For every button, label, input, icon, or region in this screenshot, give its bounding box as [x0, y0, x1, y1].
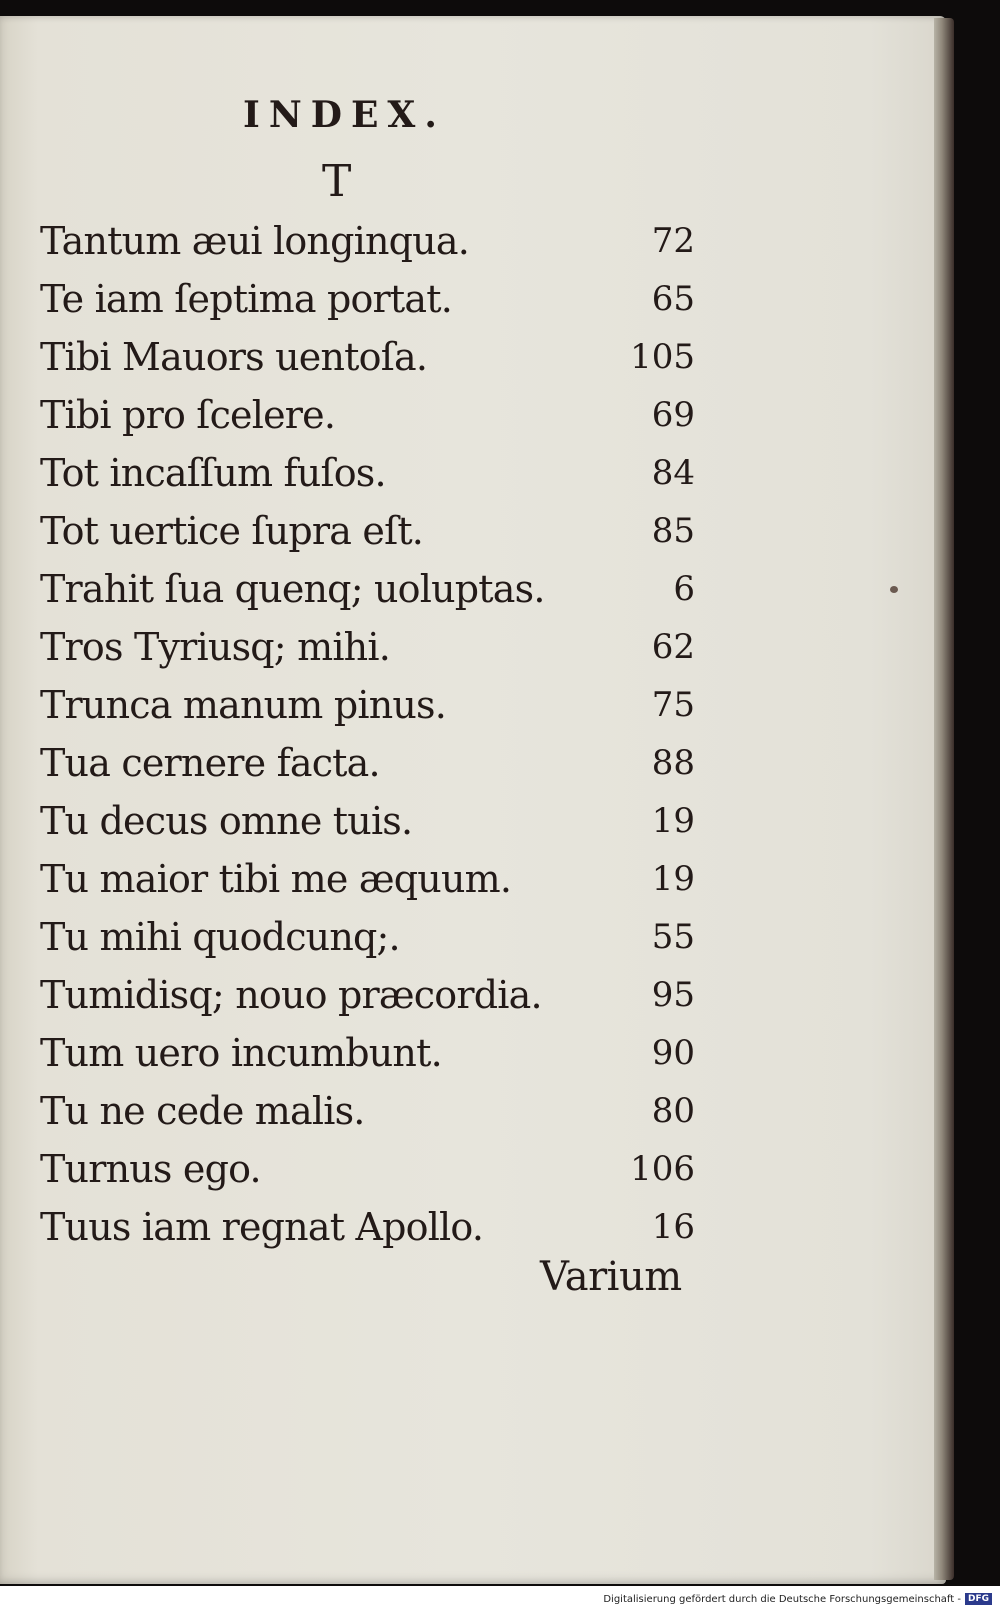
paper-stain	[890, 586, 898, 593]
index-entry	[40, 560, 695, 618]
entry-text: Tantum æui longinqua.	[40, 219, 469, 263]
entry-text: Tua cernere facta.	[40, 741, 380, 785]
paper-sheet	[0, 16, 946, 1584]
index-entry	[40, 270, 695, 328]
entry-text: Trahit ſua quenq; uoluptas.	[40, 567, 545, 611]
entry-page-number: 105	[630, 337, 695, 377]
index-entry	[40, 676, 695, 734]
entry-page-number: 72	[651, 221, 695, 261]
entry-page-number: 80	[651, 1091, 695, 1131]
entry-page-number: 19	[651, 859, 695, 899]
entry-text: Tu ne cede malis.	[40, 1089, 365, 1133]
index-entry	[40, 908, 695, 966]
entry-page-number: 6	[673, 569, 695, 609]
index-entry	[40, 1024, 695, 1082]
entry-text: Tu mihi quodcunq;.	[40, 915, 400, 959]
index-entry	[40, 212, 695, 270]
entry-text: Tu maior tibi me æquum.	[40, 857, 512, 901]
entry-text: Tu decus omne tuis.	[40, 799, 413, 843]
entry-text: Tros Tyriusq; mihi.	[40, 625, 390, 669]
dfg-logo: DFG	[965, 1593, 992, 1605]
entry-page-number: 106	[630, 1149, 695, 1189]
entry-page-number: 88	[651, 743, 695, 783]
entry-page-number: 55	[651, 917, 695, 957]
credit-text: Digitalisierung gefördert durch die Deutsche Forschungsgemeinschaft -	[603, 1594, 961, 1605]
index-entry	[40, 328, 695, 386]
entry-text: Turnus ego.	[40, 1147, 261, 1191]
entry-text: Tuus iam regnat Apollo.	[40, 1205, 484, 1249]
index-entry	[40, 792, 695, 850]
index-entry	[40, 850, 695, 908]
entry-text: Trunca manum pinus.	[40, 683, 447, 727]
index-entry	[40, 1140, 695, 1198]
entry-page-number: 90	[651, 1033, 695, 1073]
index-entry	[40, 444, 695, 502]
index-entry	[40, 386, 695, 444]
entry-page-number: 69	[651, 395, 695, 435]
entry-page-number: 62	[651, 627, 695, 667]
section-letter: T	[322, 156, 352, 207]
index-entry	[40, 966, 695, 1024]
entry-page-number: 19	[651, 801, 695, 841]
digitization-credit	[0, 1590, 992, 1610]
catchword: Varium	[540, 1254, 682, 1300]
entry-text: Tot uertice ſupra eſt.	[40, 509, 424, 553]
index-entry	[40, 1082, 695, 1140]
index-entry	[40, 1198, 695, 1256]
index-entry	[40, 618, 695, 676]
entry-page-number: 65	[651, 279, 695, 319]
entry-page-number: 95	[651, 975, 695, 1015]
page-fore-edge	[934, 18, 954, 1580]
index-entry	[40, 734, 695, 792]
entry-page-number: 85	[651, 511, 695, 551]
entry-text: Tumidisq; nouo præcordia.	[40, 973, 542, 1017]
entry-page-number: 75	[651, 685, 695, 725]
index-entry	[40, 502, 695, 560]
entry-text: Tibi Mauors uentoſa.	[40, 335, 428, 379]
entry-page-number: 16	[651, 1207, 695, 1247]
entry-text: Tibi pro ſcelere.	[40, 393, 336, 437]
index-entry-list	[40, 212, 695, 1256]
entry-text: Tum uero incumbunt.	[40, 1031, 442, 1075]
running-head: INDEX.	[243, 94, 446, 136]
entry-text: Te iam ſeptima portat.	[40, 277, 452, 321]
entry-page-number: 84	[651, 453, 695, 493]
entry-text: Tot incaſſum fuſos.	[40, 451, 386, 495]
